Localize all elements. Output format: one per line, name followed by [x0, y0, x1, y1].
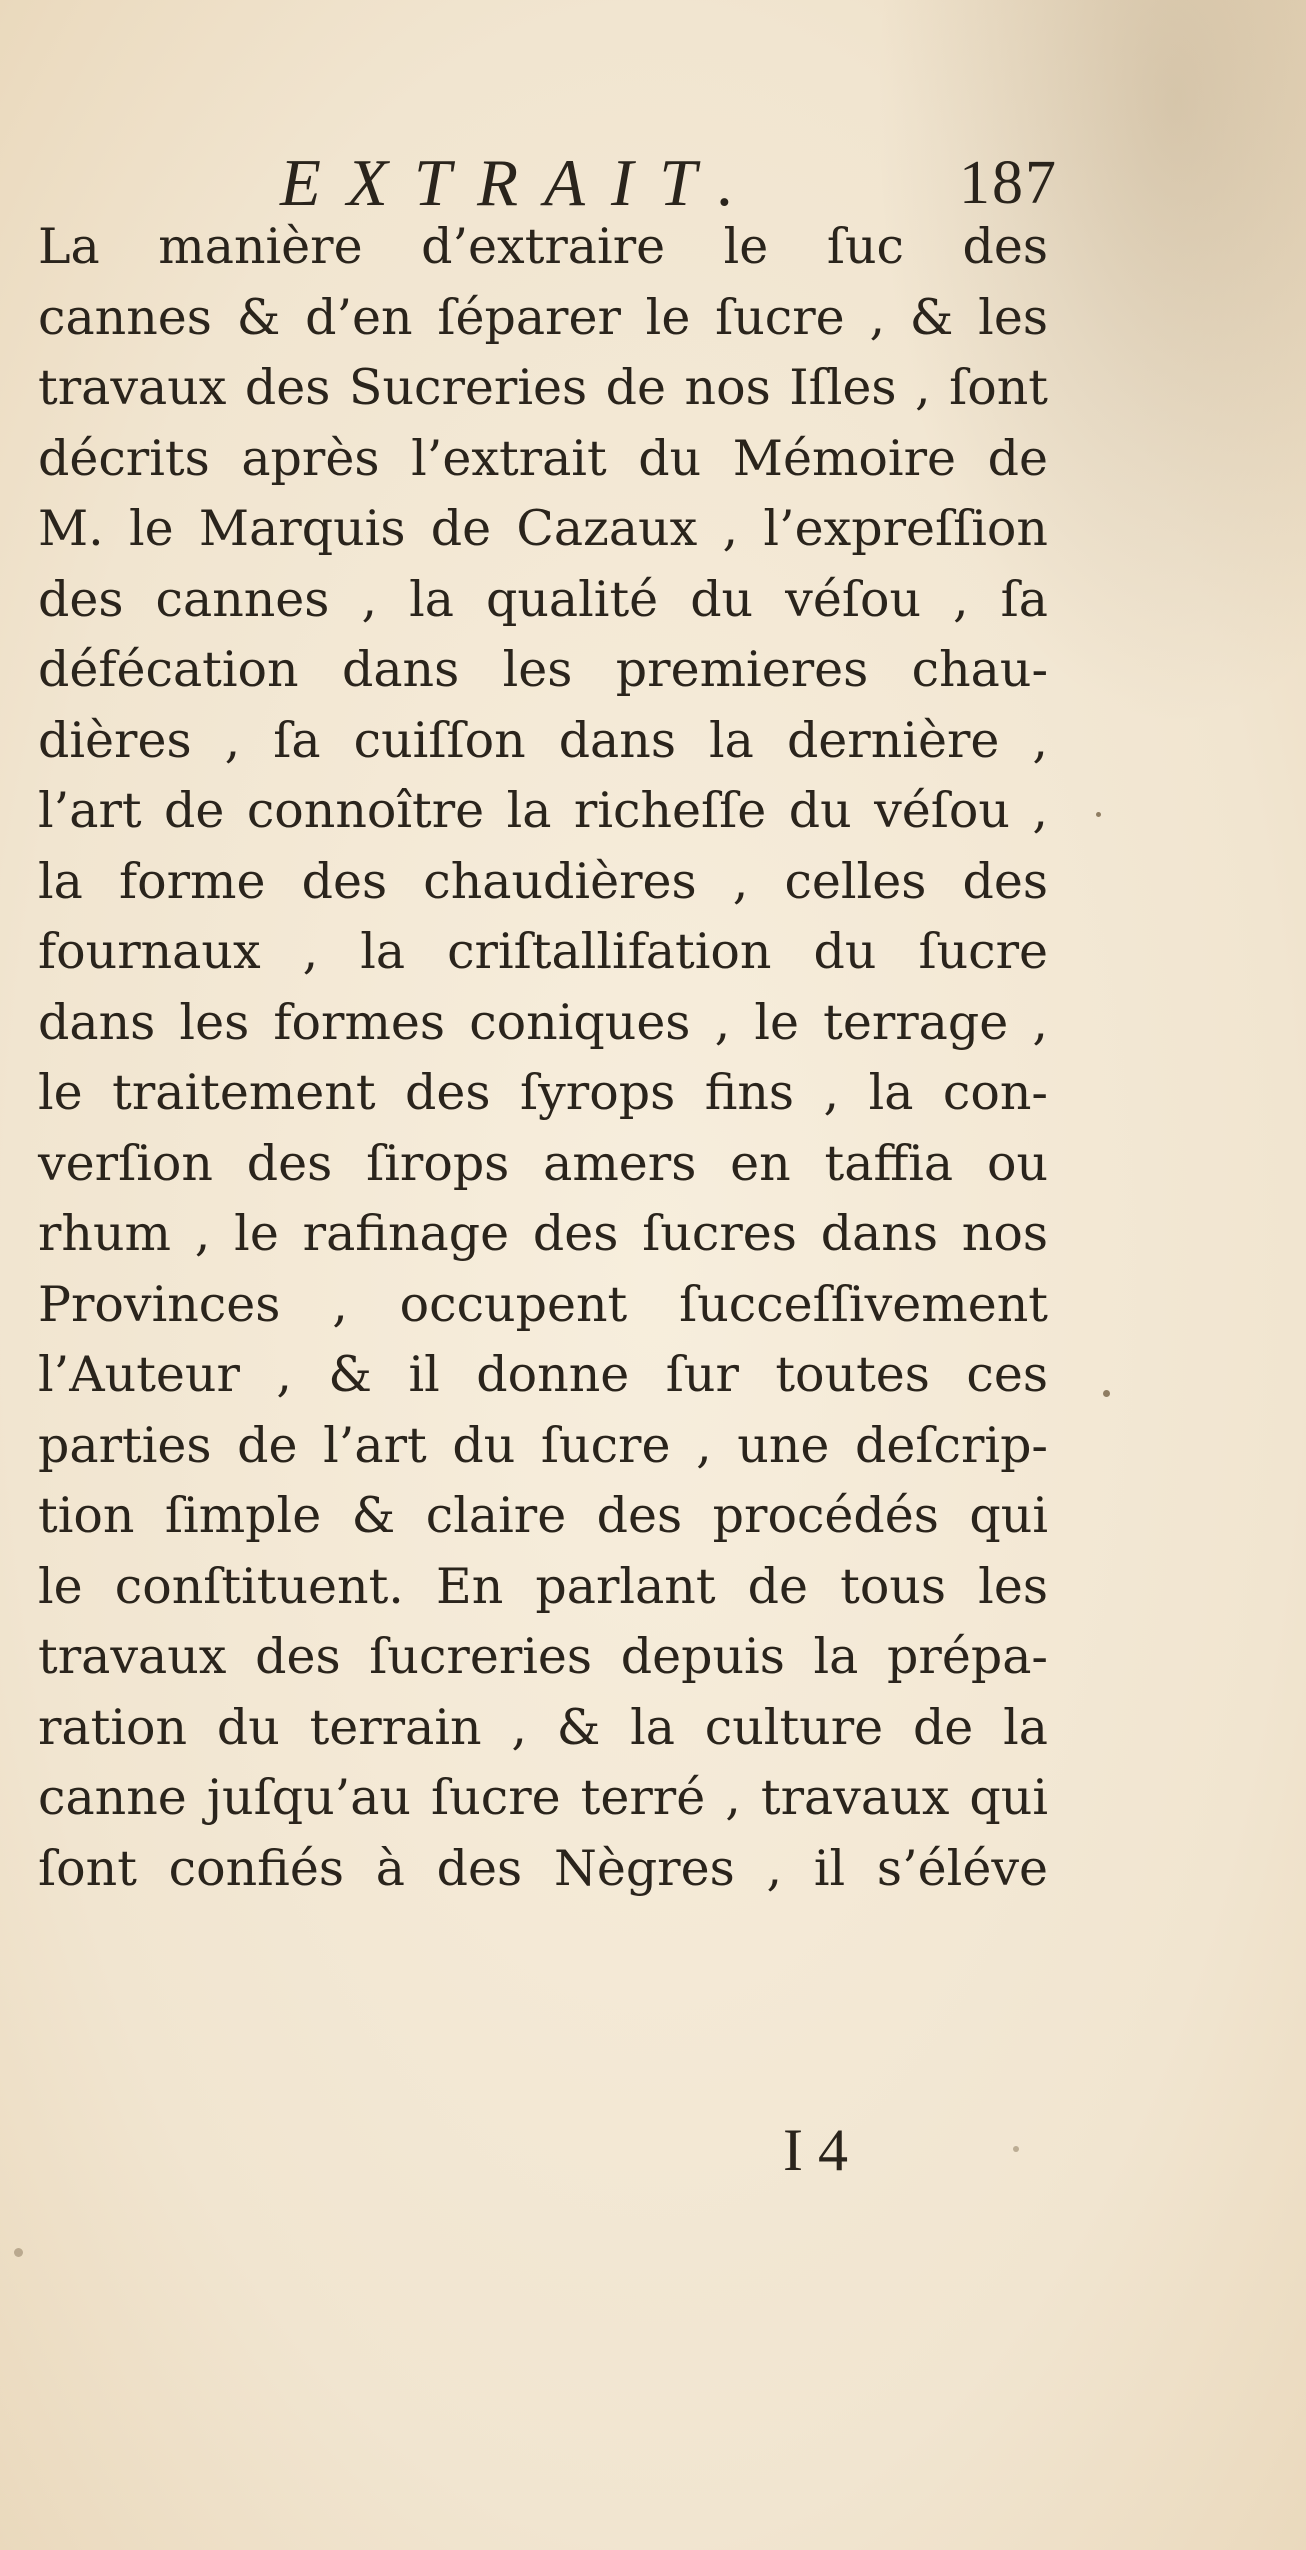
text-line: ration du terrain , & la culture de la	[38, 1698, 1048, 1756]
text-line: le conſtituent. En parlant de tous les	[38, 1557, 1048, 1615]
text-line: verſion des ſirops amers en taffia ou	[38, 1134, 1048, 1192]
text-line: canne juſqu’au ſucre terré , travaux qui	[38, 1769, 1048, 1826]
body-text	[38, 212, 1048, 1904]
text-line: défécation dans les premieres chau-	[38, 641, 1048, 698]
paper-spot	[1013, 2146, 1019, 2152]
text-line: l’Auteur , & il donne ſur toutes ces	[38, 1346, 1048, 1403]
text-line: rhum , le rafinage des ſucres dans nos	[38, 1205, 1048, 1262]
paper-spot	[1103, 1390, 1110, 1397]
signature-mark: I 4	[783, 2117, 848, 2183]
paper-spot	[14, 2248, 23, 2257]
text-line: la forme des chaudières , celles des	[38, 852, 1048, 910]
text-line: ſont confiés à des Nègres , il s’éléve	[38, 1839, 1048, 1897]
page-number: 187	[959, 149, 1058, 217]
text-line: décrits après l’extrait du Mémoire de	[38, 429, 1048, 487]
text-line: l’art de connoître la richeſſe du véſou ,	[38, 782, 1048, 839]
text-line: tion ſimple & claire des procédés qui	[38, 1487, 1048, 1544]
paper-spot	[1096, 812, 1101, 817]
text-line: La manière d’extraire le ſuc des	[38, 218, 1048, 275]
text-line: dans les formes coniques , le terrage ,	[38, 993, 1048, 1051]
text-line: travaux des ſucreries depuis la prépa-	[38, 1628, 1048, 1685]
text-line: M. le Marquis de Cazaux , l’expreſſion	[38, 500, 1048, 557]
text-line: dières , ſa cuiſſon dans la dernière ,	[38, 711, 1048, 769]
text-line: des cannes , la qualité du véſou , ſa	[38, 570, 1048, 628]
text-line: cannes & d’en ſéparer le ſucre , & les	[38, 288, 1048, 346]
text-line: parties de l’art du ſucre , une deſcrip-	[38, 1416, 1048, 1474]
text-line: travaux des Sucreries de nos Iſles , ſont	[38, 359, 1048, 416]
running-title: EXTRAIT.	[280, 146, 761, 220]
text-line: le traitement des ſyrops fins , la con-	[38, 1064, 1048, 1121]
text-line: Provinces , occupent ſucceſſivement	[38, 1275, 1048, 1333]
text-line: fournaux , la criſtallifation du ſucre	[38, 923, 1048, 980]
